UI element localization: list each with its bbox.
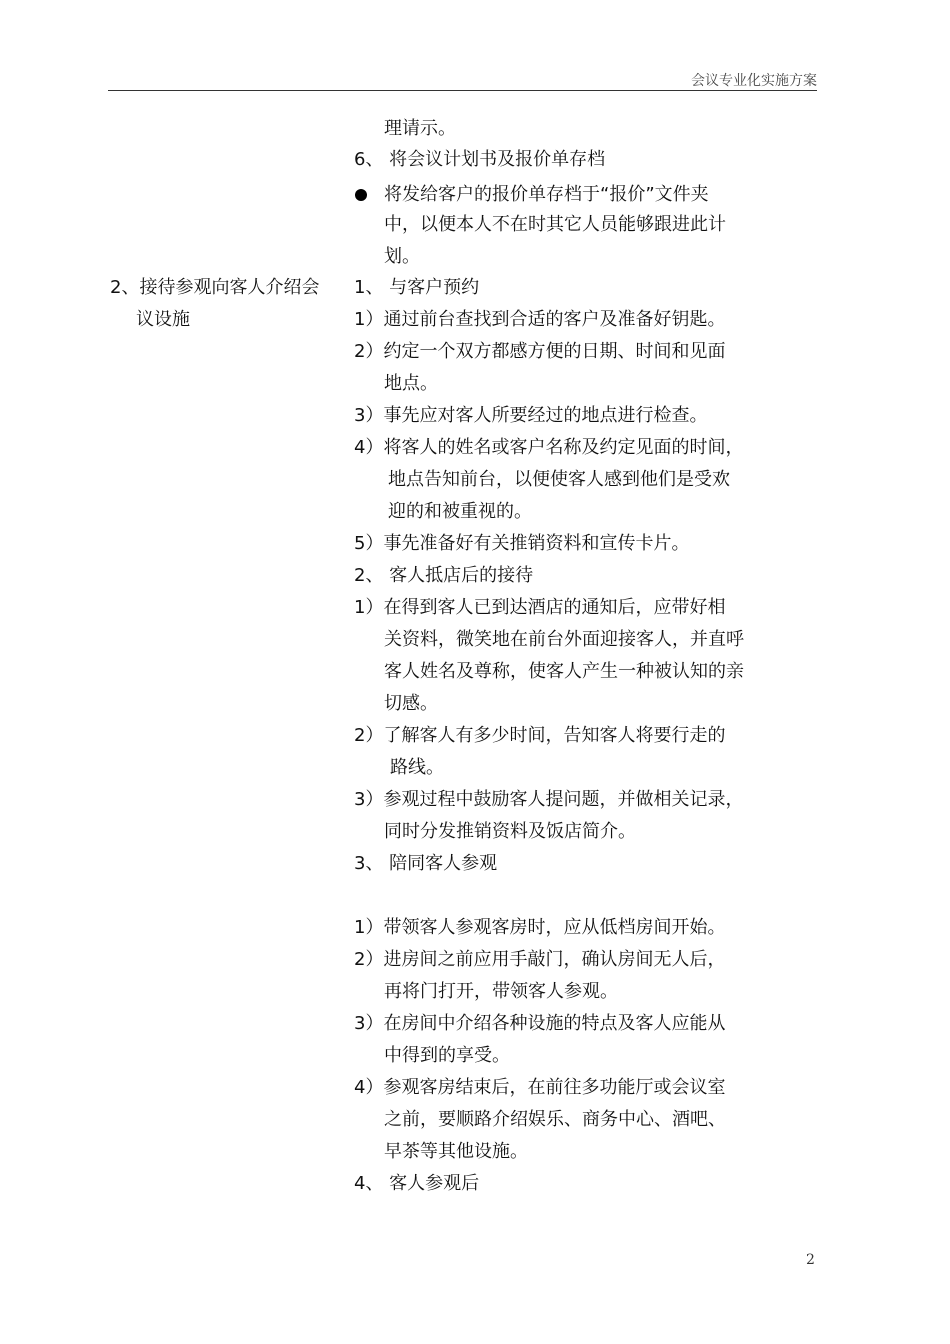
step-1-line: 3）事先应对客人所要经过的地点进行检查。 <box>354 405 708 426</box>
step-3-line: 3）在房间中介绍各种设施的特点及客人应能从 <box>354 1013 726 1034</box>
header-title: 会议专业化实施方案 <box>691 73 817 89</box>
step-1-line: 迎的和被重视的。 <box>388 501 532 522</box>
bullet-text-line1: 将发给客户的报价单存档于“报价”文件夹 <box>384 184 709 205</box>
bullet-text-line2: 中，以便本人不在时其它人员能够跟进此计 <box>384 214 726 235</box>
item-6-title: 6、 将会议计划书及报价单存档 <box>354 149 606 170</box>
step-2-line: 客人姓名及尊称，使客人产生一种被认知的亲 <box>384 661 744 682</box>
step-2-title: 2、 客人抵店后的接待 <box>354 565 534 586</box>
bullet-text-line3: 划。 <box>384 246 420 267</box>
step-3-line: 4）参观客房结束后，在前往多功能厅或会议室 <box>354 1077 726 1098</box>
step-2-line: 路线。 <box>390 757 444 778</box>
step-3-line: 早茶等其他设施。 <box>384 1141 528 1162</box>
step-3-line: 2）进房间之前应用手敲门，确认房间无人后， <box>354 949 726 970</box>
step-3-line: 再将门打开，带领客人参观。 <box>384 981 618 1002</box>
step-3-line: 中得到的享受。 <box>384 1045 510 1066</box>
step-2-line: 2）了解客人有多少时间，告知客人将要行走的 <box>354 725 726 746</box>
step-1-line: 地点告知前台，以便使客人感到他们是受欢 <box>388 469 730 490</box>
page-number: 2 <box>806 1252 815 1268</box>
step-3-line: 之前，要顺路介绍娱乐、商务中心、酒吧、 <box>384 1109 726 1130</box>
step-1-line: 5）事先准备好有关推销资料和宣传卡片。 <box>354 533 690 554</box>
step-3-line: 1）带领客人参观客房时，应从低档房间开始。 <box>354 917 726 938</box>
step-2-line: 切感。 <box>384 693 438 714</box>
step-2-line: 3）参观过程中鼓励客人提问题，并做相关记录， <box>354 789 744 810</box>
step-1-line: 4）将客人的姓名或客户名称及约定见面的时间， <box>354 437 744 458</box>
step-1-title: 1、 与客户预约 <box>354 277 480 298</box>
step-2-line: 1）在得到客人已到达酒店的通知后，应带好相 <box>354 597 726 618</box>
continued-text: 理请示。 <box>384 118 456 139</box>
page-header <box>108 66 817 91</box>
section-2-title-line1: 2、接待参观向客人介绍会 <box>110 277 320 298</box>
step-1-line: 地点。 <box>384 373 438 394</box>
step-1-line: 1）通过前台查找到合适的客户及准备好钥匙。 <box>354 309 726 330</box>
step-3-title: 3、 陪同客人参观 <box>354 853 498 874</box>
bullet-dot-icon <box>355 189 367 201</box>
step-2-line: 关资料，微笑地在前台外面迎接客人，并直呼 <box>384 629 744 650</box>
section-2-title-line2: 议设施 <box>136 309 190 330</box>
step-4-title: 4、 客人参观后 <box>354 1173 480 1194</box>
step-1-line: 2）约定一个双方都感方便的日期、时间和见面 <box>354 341 726 362</box>
step-2-line: 同时分发推销资料及饭店简介。 <box>384 821 636 842</box>
